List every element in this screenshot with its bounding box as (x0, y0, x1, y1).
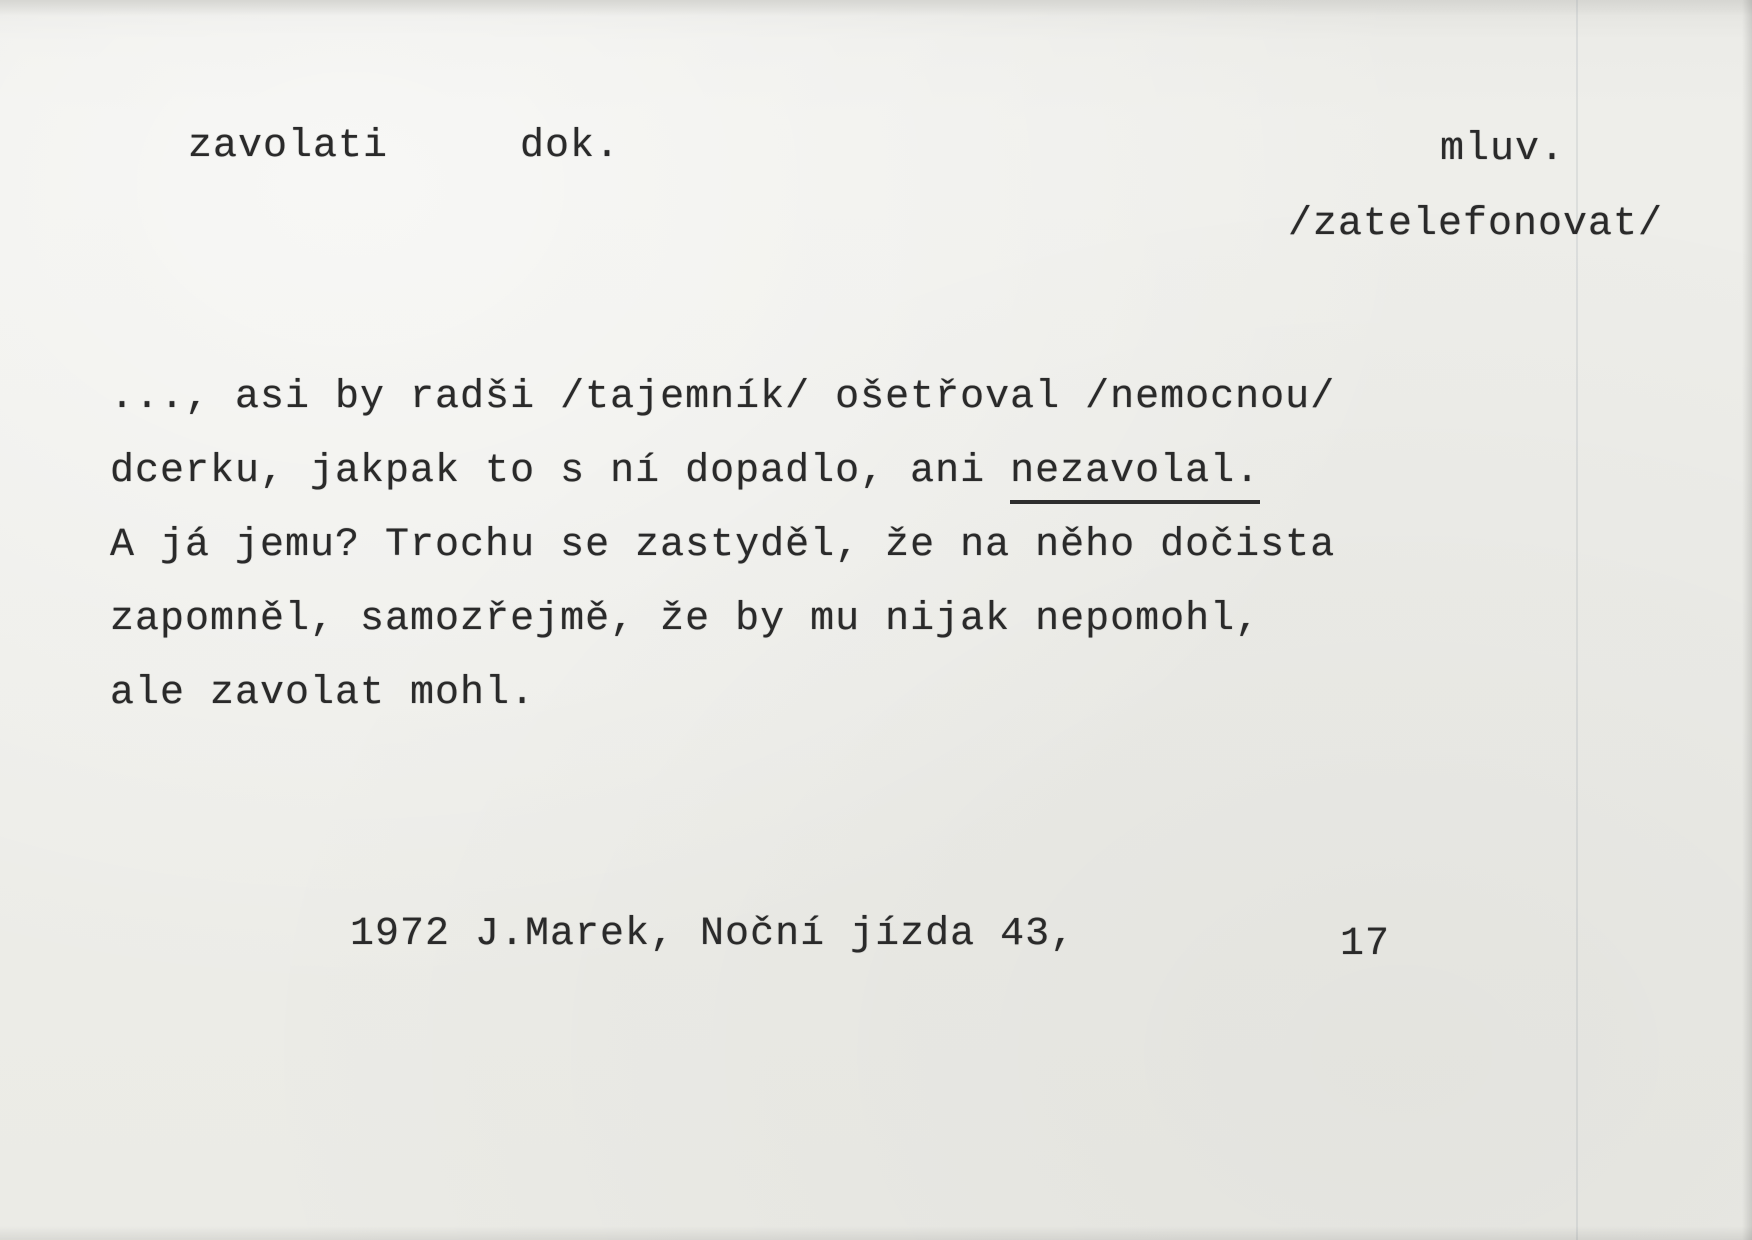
register-label: mluv. (1440, 127, 1566, 172)
headword: zavolati (188, 124, 389, 169)
scan-bottom-shadow (0, 1226, 1752, 1240)
quote-line-4: zapomněl, samozřejmě, že by mu nijak nepomohl, (110, 597, 1261, 642)
example-quote (110, 375, 1336, 748)
paper-crease (1576, 0, 1578, 1240)
quote-line-2-text: dcerku, jakpak to s ní dopadlo, ani (110, 449, 1011, 494)
source-citation: 1972 J.Marek, Noční jízda 43, (350, 912, 1076, 957)
gloss: /zatelefonovat/ (1288, 202, 1664, 247)
quote-line-2 (110, 449, 1335, 526)
scan-right-edge (1742, 0, 1752, 1240)
underlined-headword-form: nezavolal. (1010, 449, 1260, 504)
quote-line-1: ..., asi by radši /tajemník/ ošetřoval /nemocnou/ (110, 375, 1336, 420)
quote-line-5: ale zavolat mohl. (110, 671, 536, 716)
page-number: 17 (1340, 922, 1391, 967)
scan-top-shadow (0, 0, 1752, 16)
part-of-speech: dok. (520, 124, 621, 169)
quote-line-3: A já jemu? Trochu se zastyděl, že na něho dočista (110, 523, 1336, 568)
